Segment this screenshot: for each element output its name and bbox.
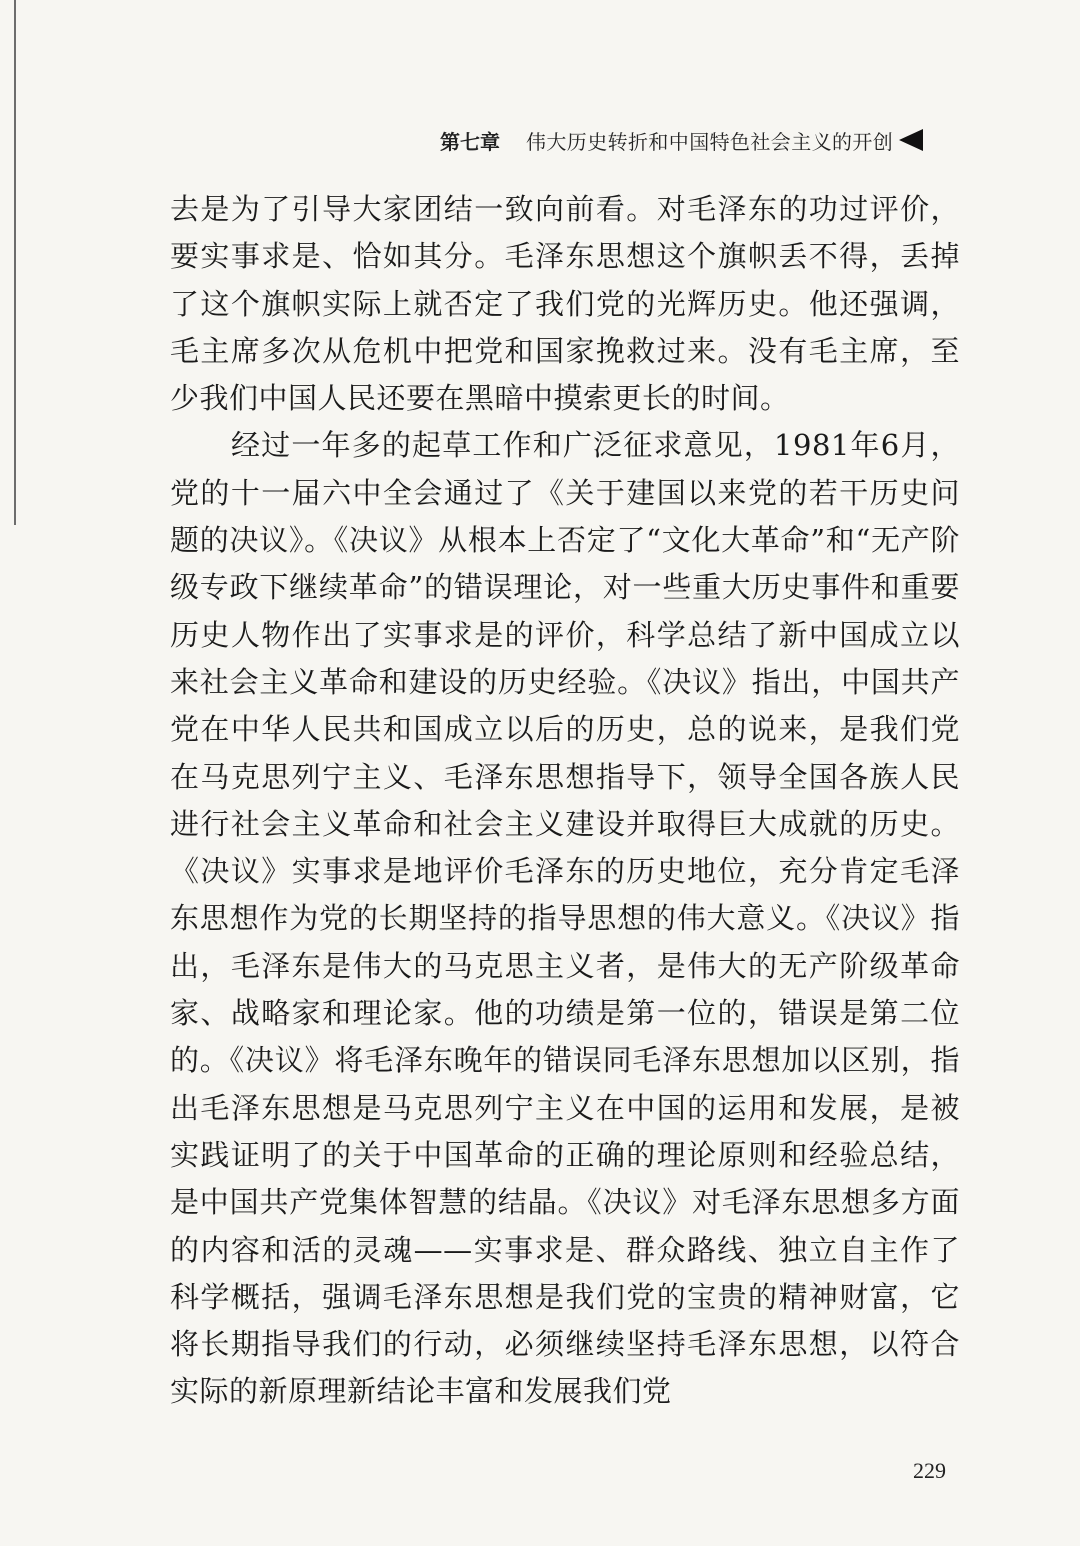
paragraph-resolution: 经过一年多的起草工作和广泛征求意见，1981年6月，党的十一届六中全会通过了《关于建国以来党的若干历史问题的决议》。《决议》从根本上否定了“文化大革命”和“无产阶级专政下继续革命”的错误理论，对一些重大历史事件和重要历史人物作出了实事求是的评价，科学总结了新中国成立以来社会主义革命和建设的历史经验。《决议》指出，中国共产党在中华人民共和国成立以后的历史，总的说来，是我们党在马克思列宁主义、毛泽东思想指导下，领导全国各族人民进行社会主义革命和社会主义建设并取得巨大成就的历史。《决议》实事求是地评价毛泽东的历史地位，充分肯定毛泽东思想作为党的长期坚持的指导思想的伟大意义。《决议》指出，毛泽东是伟大的马克思主义者，是伟大的无产阶级革命家、战略家和理论家。他的功绩是第一位的，错误是第二位的。《决议》将毛泽东晚年的错误同毛泽东思想加以区别，指出毛泽东思想是马克思列宁主义在中国的运用和发展，是被实践证明了的关于中国革命的正确的理论原则和经验总结，是中国共产党集体智慧的结晶。《决议》对毛泽东思想多方面的内容和活的灵魂——实事求是、群众路线、独立自主作了科学概括，强调毛泽东思想是我们党的宝贵的精神财富，它将长期指导我们的行动，必须继续坚持毛泽东思想，以符合实际的新原理新结论丰富和发展我们党 xyxy=(170,428,960,1409)
page-number: 229 xyxy=(913,1458,946,1483)
body-text xyxy=(170,186,960,1416)
chapter-number: 第七章 xyxy=(440,129,500,154)
binding-edge-line xyxy=(14,0,16,525)
running-header xyxy=(440,122,988,158)
chapter-title: 伟大历史转折和中国特色社会主义的开创 xyxy=(526,129,894,154)
left-triangle-icon xyxy=(899,129,923,151)
paragraph-continued: 去是为了引导大家团结一致向前看。对毛泽东的功过评价，要实事求是、恰如其分。毛泽东思想这个旗帜丢不得，丢掉了这个旗帜实际上就否定了我们党的光辉历史。他还强调，毛主席多次从危机中把党和国家挽救过来。没有毛主席，至少我们中国人民还要在黑暗中摸索更长的时间。 xyxy=(170,192,960,416)
